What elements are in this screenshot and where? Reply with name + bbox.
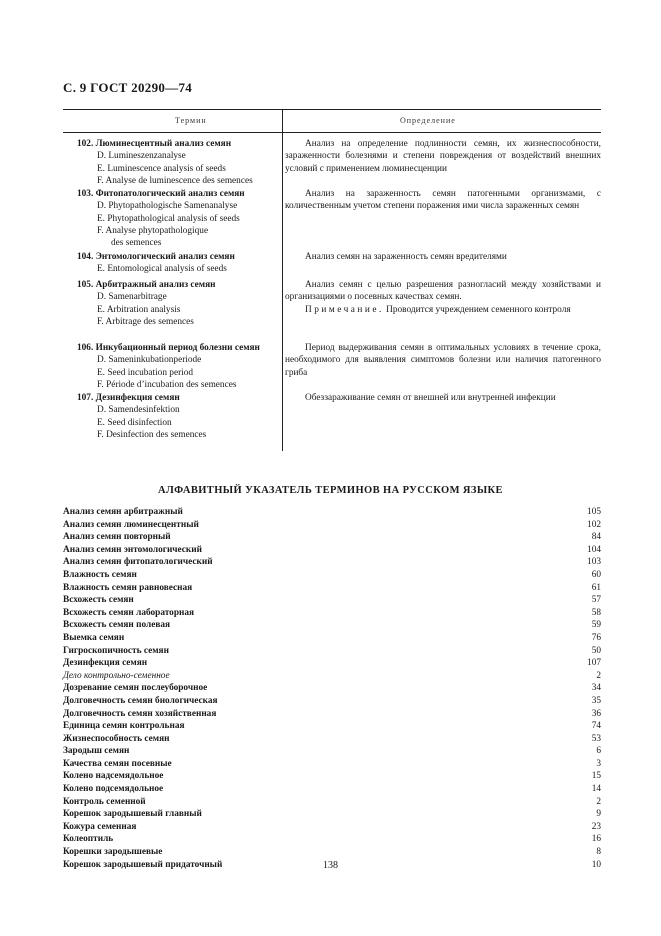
index-term: Единица семян контрольная <box>63 721 185 732</box>
index-term: Корешки зародышевые <box>63 847 163 858</box>
index-number: 105 <box>587 507 601 517</box>
index-term: Влажность семян <box>63 569 137 580</box>
index-row <box>63 733 601 746</box>
column-divider <box>282 109 283 451</box>
index-row <box>63 531 601 544</box>
index-row <box>63 796 601 809</box>
definition-102 <box>285 138 601 175</box>
index-term: Колеоптиль <box>63 834 114 845</box>
index-term: Всхожесть семян <box>63 595 134 606</box>
index-term: Дело контрольно-семенное <box>63 670 170 681</box>
terms-table <box>63 109 601 451</box>
definition-104 <box>285 251 601 263</box>
term-title: 106. Инкубационный период болезни семян <box>77 343 260 353</box>
index-number: 36 <box>591 708 601 719</box>
index-number: 6 <box>596 746 601 757</box>
index-title: АЛФАВИТНЫЙ УКАЗАТЕЛЬ ТЕРМИНОВ НА РУССКОМ ЯЗЫКЕ <box>158 485 503 496</box>
index-row <box>63 708 601 721</box>
column-header-term: Термин <box>175 116 207 125</box>
definition-103 <box>285 188 601 213</box>
term-translation: D. Sameninkubationperiode <box>97 355 202 366</box>
index-number: 9 <box>596 809 601 820</box>
index-number: 104 <box>587 544 601 555</box>
definition-106 <box>285 342 601 379</box>
index-number: 23 <box>591 821 601 832</box>
term-translation: D. Samendesinfektion <box>97 405 180 416</box>
index-number: 34 <box>591 683 601 694</box>
index-term: Колено надсемядольное <box>63 771 164 782</box>
index-term: Корешок зародышевый главный <box>63 809 202 820</box>
index-row <box>63 594 601 607</box>
term-title: 104. Энтомологический анализ семян <box>77 252 235 262</box>
index-row <box>63 645 601 658</box>
index-number: 59 <box>591 620 601 631</box>
index-term: Влажность семян равновесная <box>63 582 193 593</box>
index-row <box>63 783 601 796</box>
index-number: 15 <box>591 771 601 782</box>
definition-text: Период выдерживания семян в оптимальных условиях в течение срока, необходимого для выявления симптомов болезни или наличия патогенного гриба <box>285 343 601 378</box>
definition-note <box>285 304 601 316</box>
term-translation: E. Entomological analysis of seeds <box>97 264 227 275</box>
index-list <box>63 506 601 871</box>
column-header-definition: Определение <box>400 116 456 125</box>
index-term: Гигроскопичность семян <box>63 645 169 656</box>
page-header: С. 9 ГОСТ 20290—74 <box>63 80 193 95</box>
index-number: 16 <box>591 834 601 845</box>
index-term: Анализ семян энтомологический <box>63 544 202 555</box>
term-entry-102 <box>77 138 282 187</box>
index-number: 74 <box>591 721 601 732</box>
index-row <box>63 745 601 758</box>
term-translation: D. Lumineszenzanalyse <box>97 151 186 162</box>
index-row <box>63 569 601 582</box>
term-translation: E. Seed incubation period <box>97 367 194 378</box>
index-row <box>63 695 601 708</box>
term-translation: F. Arbitrage des semences <box>97 316 194 327</box>
term-title: 105. Арбитражный анализ семян <box>77 280 216 290</box>
index-number: 2 <box>596 796 601 807</box>
index-term: Контроль семенной <box>63 796 146 807</box>
index-term: Анализ семян люминесцентный <box>63 519 199 530</box>
index-number: 60 <box>591 569 601 580</box>
term-title: 103. Фитопатологический анализ семян <box>77 189 245 199</box>
definition-105 <box>285 279 601 316</box>
index-term: Анализ семян арбитражный <box>63 507 183 517</box>
index-number: 10 <box>591 859 601 870</box>
index-row <box>63 582 601 595</box>
index-term: Всхожесть семян полевая <box>63 620 171 631</box>
term-entry-105 <box>77 279 282 328</box>
term-entry-103 <box>77 188 282 249</box>
term-entry-107 <box>77 392 282 441</box>
term-translation: F. Période d’incubation des semences <box>97 379 237 390</box>
definition-107 <box>285 392 601 404</box>
index-row <box>63 607 601 620</box>
index-row <box>63 846 601 859</box>
index-number: 102 <box>587 519 601 530</box>
index-number: 107 <box>587 658 601 669</box>
index-number: 2 <box>596 670 601 681</box>
term-translation: E. Phytopathological analysis of seeds <box>97 213 240 224</box>
index-term: Колено подсемядольное <box>63 784 164 795</box>
index-row <box>63 544 601 557</box>
term-translation: E. Arbitration analysis <box>97 304 181 315</box>
term-entry-106 <box>77 342 282 391</box>
term-translation: des semences <box>111 238 162 249</box>
index-term: Качества семян посевные <box>63 758 172 769</box>
index-number: 53 <box>591 733 601 744</box>
index-row <box>63 556 601 569</box>
index-term: Анализ семян фитопатологический <box>63 557 213 568</box>
table-header-row <box>63 109 601 133</box>
index-term: Зародыш семян <box>63 746 130 757</box>
index-number: 84 <box>591 532 601 543</box>
index-term: Корешок зародышевый придаточный <box>63 859 223 870</box>
index-row <box>63 632 601 645</box>
note-text: Проводится учреждением семенного контроля <box>383 304 571 315</box>
index-row <box>63 657 601 670</box>
term-entry-104 <box>77 251 282 276</box>
index-number: 61 <box>591 582 601 593</box>
index-row <box>63 720 601 733</box>
term-translation: F. Analyse de luminescence des semences <box>97 175 253 186</box>
index-term: Дозревание семян послеуборочное <box>63 683 208 694</box>
term-title: 107. Дезинфекция семян <box>77 393 180 403</box>
definition-text: Анализ семян с целью разрешения разногласий между хозяйствами и организациями о посевных качествах семян. <box>285 280 601 303</box>
index-term: Анализ семян повторный <box>63 532 171 543</box>
index-row <box>63 619 601 632</box>
index-number: 14 <box>591 784 601 795</box>
index-number: 3 <box>596 758 601 769</box>
term-translation: D. Samenarbitrage <box>97 292 167 303</box>
index-row <box>63 670 601 683</box>
index-term: Долговечность семян хозяйственная <box>63 708 217 719</box>
page-number: 138 <box>323 860 338 871</box>
index-term: Кожура семенная <box>63 821 137 832</box>
term-translation: F. Analyse phytopathologique <box>97 225 209 236</box>
index-term: Всхожесть семян лабораторная <box>63 607 195 618</box>
index-number: 35 <box>591 695 601 706</box>
index-row <box>63 770 601 783</box>
index-row <box>63 821 601 834</box>
index-term: Жизнеспособность семян <box>63 733 170 744</box>
term-translation: E. Luminescence analysis of seeds <box>97 163 226 174</box>
term-translation: E. Seed disinfection <box>97 417 172 428</box>
definition-text: Анализ на определение подлинности семян, их жизнеспособности, зараженности болезнями и степени повреждения от воздействий внешних условий с применением люминесценции <box>285 139 601 174</box>
index-number: 8 <box>596 847 601 858</box>
index-term: Дезинфекция семян <box>63 658 148 669</box>
definition-text: Анализ семян на зараженность семян вредителями <box>305 252 507 262</box>
index-row <box>63 682 601 695</box>
term-translation: F. Desinfection des semences <box>97 429 207 440</box>
definition-text: Анализ на зараженность семян патогенными организмами, с количественным учетом степени поражения ими числа зараженных семян <box>285 189 601 212</box>
index-row <box>63 833 601 846</box>
term-translation: D. Phytopathologische Samenanalyse <box>97 201 238 212</box>
index-number: 58 <box>591 607 601 618</box>
note-label: Примечание. <box>305 304 384 315</box>
index-term: Выемка семян <box>63 632 125 643</box>
index-row <box>63 758 601 771</box>
definition-text: Обеззараживание семян от внешней или внутренней инфекции <box>305 393 556 403</box>
index-row <box>63 506 601 519</box>
index-number: 76 <box>591 632 601 643</box>
index-row <box>63 519 601 532</box>
index-term: Долговечность семян биологическая <box>63 695 218 706</box>
index-number: 103 <box>587 557 601 568</box>
index-number: 50 <box>591 645 601 656</box>
term-title: 102. Люминесцентный анализ семян <box>77 139 232 149</box>
index-number: 57 <box>591 595 601 606</box>
index-row <box>63 808 601 821</box>
